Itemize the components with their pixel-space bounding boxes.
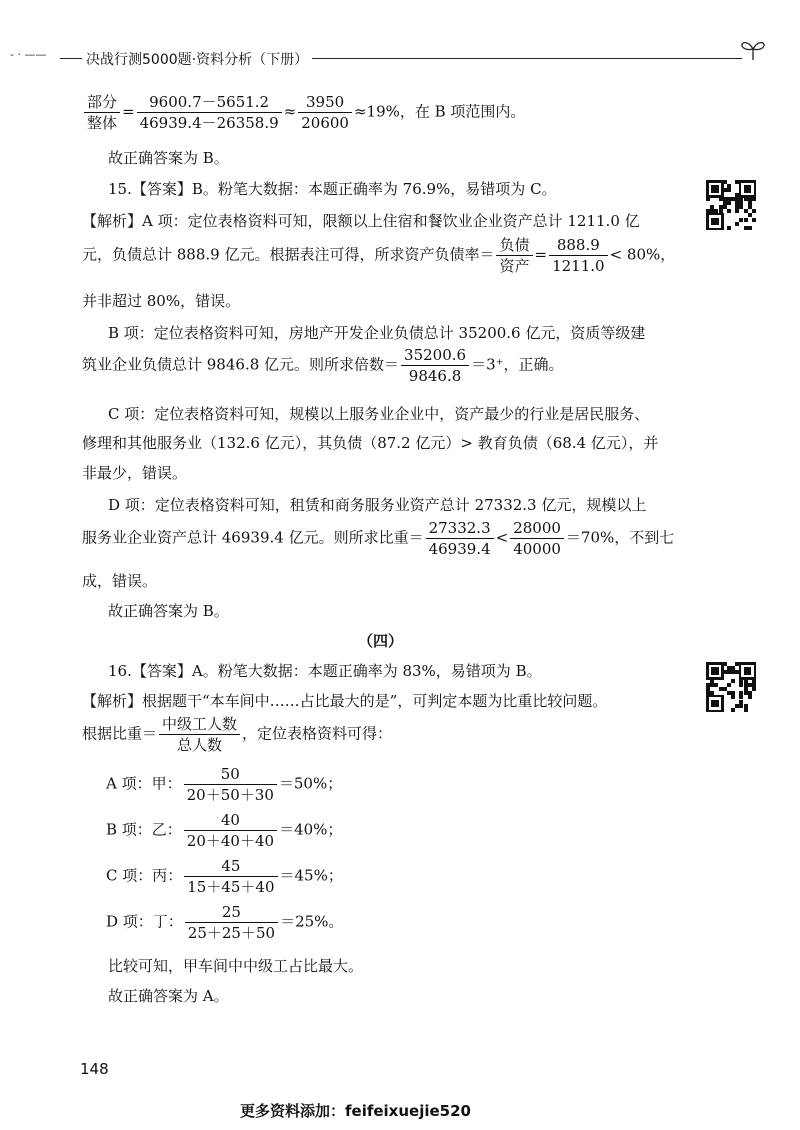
- qr-code-q15[interactable]: [706, 180, 756, 230]
- fraction-multiple: $\frac{35200.6}{9846.8}$: [401, 345, 469, 386]
- q16-option-a: A 项：甲： $\frac{50}{20+50+30}$ ＝50%；: [106, 765, 343, 804]
- header-rule-left: [60, 58, 82, 59]
- q16-analysis-1: 【解析】根据题干“本车间中……占比最大的是”，可判定本题为比重比较问题。: [82, 692, 608, 710]
- q15-analysis-3: 并非超过 80%，错误。: [82, 292, 241, 310]
- fraction-ratio-def: $\frac{\text{中级工人数}}{\text{总人数}}$: [159, 714, 240, 755]
- q15-d-1: D 项：定位表格资料可知，租赁和商务服务业资产总计 27332.3 亿元，规模以上: [108, 496, 647, 514]
- page-number: 148: [80, 1060, 109, 1078]
- sprout-icon: [738, 36, 768, 66]
- q15-d-2: 服务业企业资产总计 46939.4 亿元。则所求比重＝ $\frac{27332.3}{46939.4}$ < $\frac{28000}{40000}$ ＝70%，不到七: [82, 519, 675, 558]
- q15-answer: 15.【答案】B。粉笔大数据：本题正确率为 76.9%，易错项为 C。: [108, 180, 557, 198]
- section-title: （四）: [358, 632, 404, 650]
- q15-c-2: 修理和其他服务业（132.6 亿元），其负债（87.2 亿元）> 教育负债（68.4 亿元），并: [82, 434, 659, 452]
- fraction-share-approx: $\frac{28000}{40000}$: [510, 518, 564, 559]
- footer-note: 更多资料添加：feifeixuejie520: [240, 1102, 471, 1120]
- fraction-liability-asset: $\frac{\text{负债}}{\text{资产}}$: [496, 235, 532, 276]
- qr-code-q16[interactable]: [706, 662, 756, 712]
- answer-line: 故正确答案为 B。: [108, 149, 229, 167]
- q15-final: 故正确答案为 B。: [108, 602, 229, 620]
- fraction-share: $\frac{27332.3}{46939.4}$: [426, 518, 494, 559]
- fraction-part-whole: $\frac{\text{部分}}{\text{整体}}$: [84, 92, 120, 133]
- q15-b-1: B 项：定位表格资料可知，房地产开发企业负债总计 35200.6 亿元，资质等级建: [108, 324, 646, 342]
- q15-c-3: 非最少，错误。: [82, 464, 188, 482]
- q16-analysis-2: 根据比重＝ $\frac{\text{中级工人数}}{\text{总人数}}$ ，定位表格资料可得：: [82, 715, 393, 754]
- q16-compare: 比较可知，甲车间中中级工占比最大。: [108, 957, 364, 975]
- frac-line-top: $\frac{\text{部分}}{\text{整体}}$ = $\frac{9600.7-5651.2}{46939.4-26358.9}$ ≈ $\frac{3950}{20600}$ ≈19%，在 B 项范围内。: [82, 92, 525, 133]
- q16-option-c: C 项：丙： $\frac{45}{15+45+40}$ ＝45%；: [106, 857, 343, 896]
- q16-option-b: B 项：乙： $\frac{40}{20+40+40}$ ＝40%；: [106, 811, 343, 850]
- q16-answer: 16.【答案】A。粉笔大数据：本题正确率为 83%，易错项为 B。: [108, 662, 542, 680]
- header-rule-right: [312, 58, 742, 59]
- q15-analysis-1: 【解析】A 项：定位表格资料可知，限额以上住宿和餐饮业企业资产总计 1211.0 亿: [82, 212, 640, 230]
- q15-c-1: C 项：定位表格资料可知，规模以上服务业企业中，资产最少的行业是居民服务、: [108, 405, 650, 423]
- q16-option-d: D 项：丁： $\frac{25}{25+25+50}$ ＝25%。: [106, 903, 344, 942]
- q15-b-2: 筑业企业负债总计 9846.8 亿元。则所求倍数＝ $\frac{35200.6}{9846.8}$ ＝3⁺，正确。: [82, 346, 564, 385]
- fraction-calc: $\frac{9600.7-5651.2}{46939.4-26358.9}$: [137, 92, 282, 133]
- q15-d-3: 成，错误。: [82, 572, 158, 590]
- header-dashes: - · ——: [10, 48, 47, 61]
- q15-analysis-2: 元，负债总计 888.9 亿元。根据表注可得，所求资产负债率＝ $\frac{\text{负债}}{\text{资产}}$ = $\frac{888.9}{1211.0}$ < 80%，: [82, 236, 676, 275]
- header-title: 决战行测5000题·资料分析（下册）: [86, 52, 309, 68]
- fraction-liability-value: $\frac{888.9}{1211.0}$: [549, 235, 608, 276]
- q16-final: 故正确答案为 A。: [108, 987, 229, 1005]
- fraction-approx: $\frac{3950}{20600}$: [298, 92, 352, 133]
